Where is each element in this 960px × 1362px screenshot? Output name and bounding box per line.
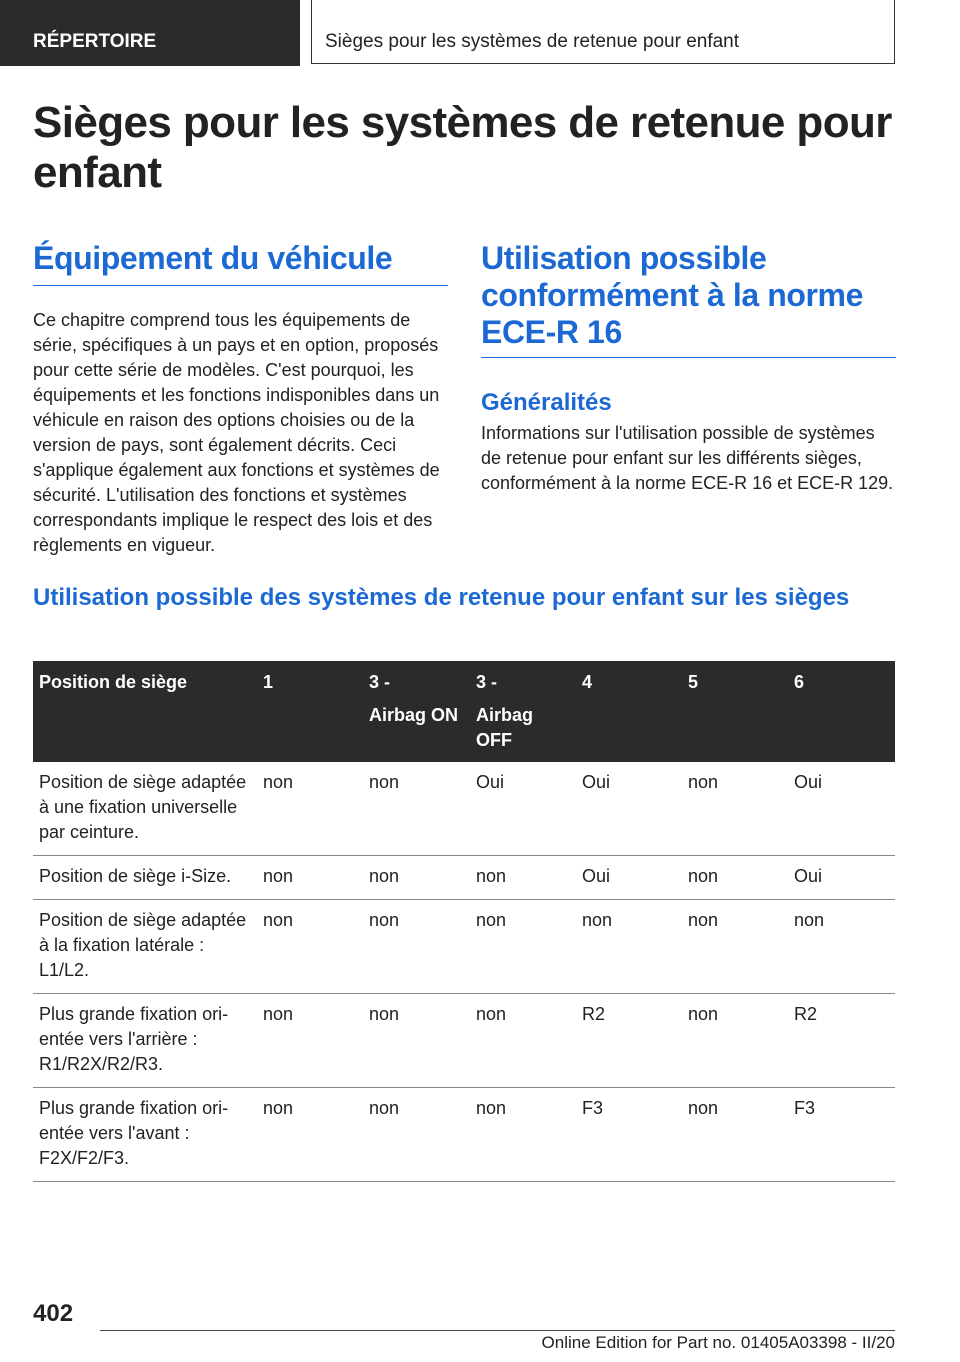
table-cell: R2: [576, 994, 682, 1088]
column-header: 5: [682, 661, 788, 762]
table-cell: non: [682, 900, 788, 994]
table-cell: non: [363, 1088, 470, 1182]
table-cell: non: [470, 994, 576, 1088]
table-cell: non: [576, 900, 682, 994]
table-row: [33, 856, 895, 900]
child-seat-table: [33, 661, 895, 1182]
ece-heading: Utilisation possible conformément à la norme ECE-R 16: [481, 240, 896, 358]
table-cell: non: [363, 994, 470, 1088]
table-row: [33, 900, 895, 994]
table-cell: non: [363, 762, 470, 856]
table-cell: non: [788, 900, 895, 994]
table-row: [33, 1088, 895, 1182]
equipment-body: Ce chapitre comprend tous les équipements de série, spécifiques à un pays et en option, proposés pour cette série de modèles. C'est pourquoi, les équipements et les fonctions indisponibles dans un véhicule en raison des options choisies ou de la version de pays, sont également décrits. Ceci s'applique également aux fonctions et systèmes de sécurité. L'utilisation des fonctions et systèmes correspondants implique le respect des lois et des règlements en vigueur.: [33, 310, 440, 555]
table-cell: non: [682, 762, 788, 856]
chapter-tab[interactable]: Sièges pour les systèmes de retenue pour enfant: [311, 0, 895, 64]
column-header: 3 - Airbag ON: [363, 661, 470, 762]
table-cell: non: [257, 994, 363, 1088]
table-cell: Plus grande fixation orientée vers l'avant : F2X/F2/F3.: [33, 1088, 257, 1182]
top-header-bar: [0, 0, 960, 66]
table-header-row: [33, 661, 895, 762]
table-cell: F3: [788, 1088, 895, 1182]
page-number: 402: [33, 1300, 74, 1327]
table-cell: Oui: [470, 762, 576, 856]
table-heading: Utilisation possible des systèmes de retenue pour enfant sur les sièges: [33, 584, 850, 611]
column-header: Position de siège: [33, 661, 257, 762]
footer-divider: [100, 1330, 895, 1331]
table-cell: non: [682, 994, 788, 1088]
table-cell: non: [363, 856, 470, 900]
column-header: 6: [788, 661, 895, 762]
column-header: 4: [576, 661, 682, 762]
table-cell: non: [470, 1088, 576, 1182]
table-cell: non: [257, 856, 363, 900]
table-cell: R2: [788, 994, 895, 1088]
table-cell: Position de siège adaptée à la fixation latérale : L1/L2.: [33, 900, 257, 994]
table-cell: non: [682, 1088, 788, 1182]
table-cell: non: [470, 900, 576, 994]
table-row: [33, 762, 895, 856]
table-cell: non: [363, 900, 470, 994]
general-subheading: Généralités: [481, 389, 612, 416]
table-row: [33, 994, 895, 1088]
table-cell: Oui: [576, 762, 682, 856]
general-body: Informations sur l'utilisation possible de systèmes de retenue pour enfant sur les différents sièges, conformément à la norme ECE-R 16 et ECE-R 129.: [481, 423, 894, 493]
table-cell: Plus grande fixation orientée vers l'arrière : R1/R2X/R2/R3.: [33, 994, 257, 1088]
table-cell: non: [682, 856, 788, 900]
column-header: 3 - Airbag OFF: [470, 661, 576, 762]
equipment-section: [33, 240, 448, 558]
section-tab[interactable]: RÉPERTOIRE: [0, 0, 300, 66]
table-cell: non: [257, 762, 363, 856]
table-cell: Oui: [788, 856, 895, 900]
table-cell: non: [257, 1088, 363, 1182]
ece-section: [481, 240, 896, 496]
page-title: Sièges pour les systèmes de retenue pour enfant: [33, 98, 892, 197]
table-cell: F3: [576, 1088, 682, 1182]
column-header: 1: [257, 661, 363, 762]
table-cell: Position de siège adaptée à une fixation universelle par ceinture.: [33, 762, 257, 856]
table-cell: non: [470, 856, 576, 900]
table-cell: Oui: [788, 762, 895, 856]
equipment-heading: Équipement du véhicule: [33, 240, 448, 286]
table-cell: Oui: [576, 856, 682, 900]
edition-note: Online Edition for Part no. 01405A03398 - II/20: [541, 1333, 895, 1352]
table-cell: Position de siège i-Size.: [33, 856, 257, 900]
table-cell: non: [257, 900, 363, 994]
